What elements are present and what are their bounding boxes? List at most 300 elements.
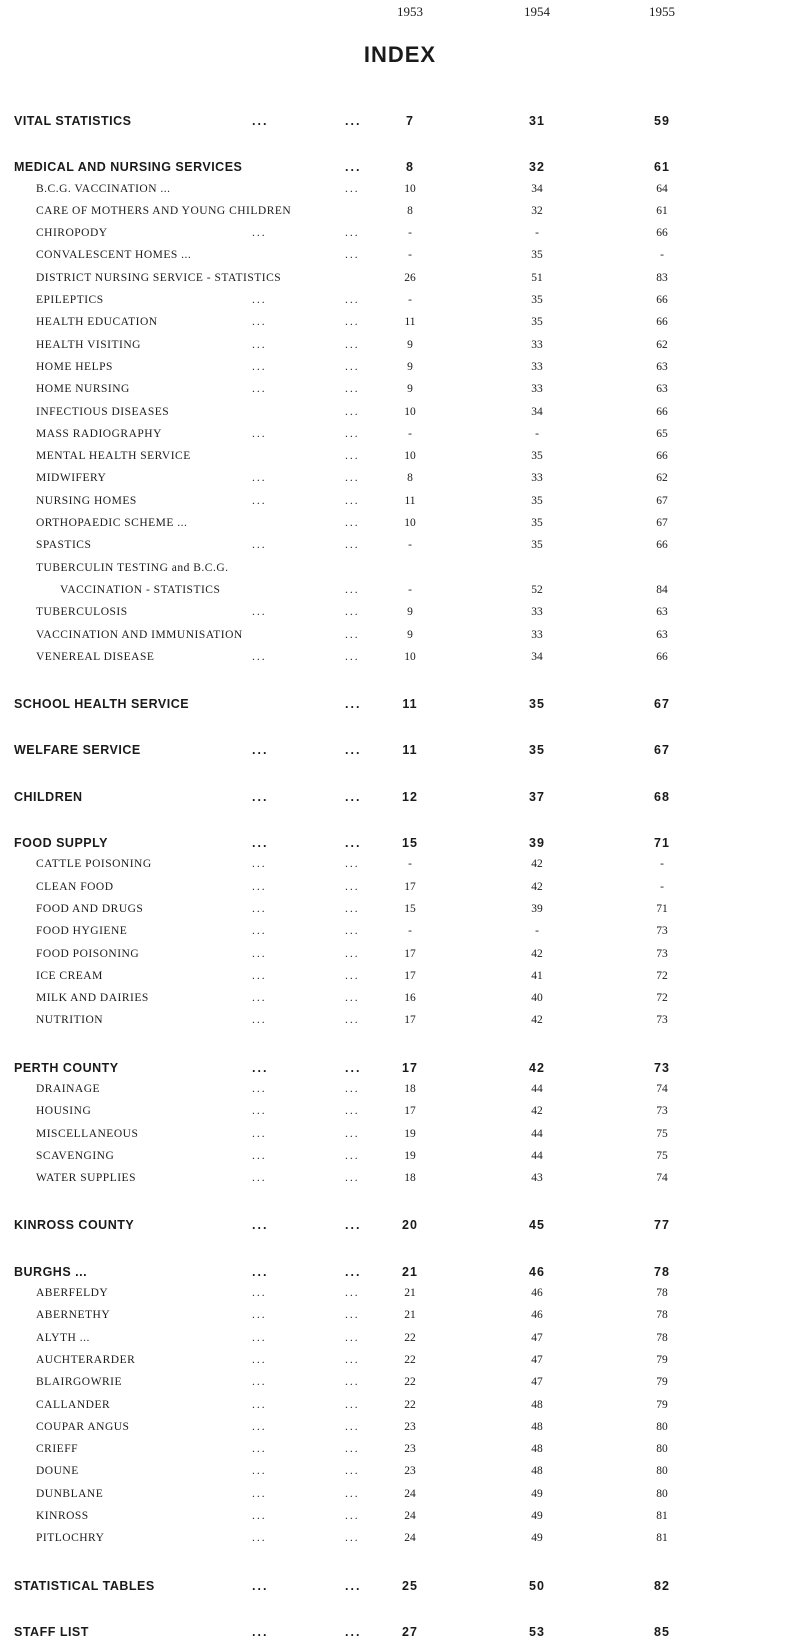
page-1953: 10 bbox=[404, 405, 416, 418]
index-entry-row bbox=[0, 854, 800, 876]
entry-label: ABERFELDY bbox=[36, 1287, 109, 1300]
leader-dots: ... bbox=[345, 1127, 360, 1140]
page-1955: 75 bbox=[656, 1149, 668, 1162]
page-1955: 80 bbox=[656, 1443, 668, 1456]
leader-dots: ... bbox=[252, 1398, 267, 1411]
leader-dots: ... bbox=[345, 1532, 360, 1545]
leader-dots: ... bbox=[252, 1218, 269, 1233]
entry-label: COUPAR ANGUS bbox=[36, 1420, 130, 1433]
page-1953: - bbox=[408, 227, 412, 240]
entry-label: FOOD AND DRUGS bbox=[36, 902, 144, 915]
entry-label: HOME NURSING bbox=[36, 383, 130, 396]
entry-label: INFECTIOUS DISEASES bbox=[36, 405, 170, 418]
leader-dots: ... bbox=[345, 880, 360, 893]
leader-dots: ... bbox=[252, 294, 267, 307]
page-1953: 18 bbox=[404, 1082, 416, 1095]
page-1954: 33 bbox=[531, 628, 543, 641]
page-1954: 47 bbox=[531, 1376, 543, 1389]
leader-dots: ... bbox=[252, 1014, 267, 1027]
index-entry-row bbox=[0, 580, 800, 602]
leader-dots: ... bbox=[252, 1127, 267, 1140]
page-1953: 22 bbox=[404, 1353, 416, 1366]
leader-dots: ... bbox=[345, 182, 360, 195]
index-entry-row bbox=[0, 1168, 800, 1190]
leader-dots: ... bbox=[345, 858, 360, 871]
entry-label: HOUSING bbox=[36, 1105, 92, 1118]
page-1953: 24 bbox=[404, 1487, 416, 1500]
entry-label: KINROSS bbox=[36, 1510, 89, 1523]
leader-dots: ... bbox=[252, 1287, 267, 1300]
page-1955: 66 bbox=[656, 405, 668, 418]
entry-label: ABERNETHY bbox=[36, 1309, 111, 1322]
entry-label: KINROSS COUNTY bbox=[14, 1218, 135, 1233]
leader-dots: ... bbox=[345, 316, 360, 329]
page-1955: 72 bbox=[656, 969, 668, 982]
page-1954: 52 bbox=[531, 583, 543, 596]
page-1955: - bbox=[660, 880, 664, 893]
page-1955: 63 bbox=[656, 606, 668, 619]
index-entry-row bbox=[0, 268, 800, 290]
row-spacer bbox=[0, 1033, 800, 1057]
entry-label: FOOD SUPPLY bbox=[14, 836, 108, 851]
page-1954: 35 bbox=[529, 697, 545, 712]
page-1955: 62 bbox=[656, 472, 668, 485]
index-entry-row bbox=[0, 1461, 800, 1483]
page-1954: 35 bbox=[531, 494, 543, 507]
page-1954: 44 bbox=[531, 1127, 543, 1140]
index-entry-row bbox=[0, 424, 800, 446]
row-spacer bbox=[0, 1597, 800, 1621]
leader-dots: ... bbox=[345, 114, 362, 128]
page-1954: 33 bbox=[531, 472, 543, 485]
index-entry-row bbox=[0, 944, 800, 966]
leader-dots: ... bbox=[252, 338, 267, 351]
page-1953: - bbox=[408, 583, 412, 596]
leader-dots: ... bbox=[345, 606, 360, 619]
leader-dots: ... bbox=[252, 539, 267, 552]
page-1954: - bbox=[535, 227, 539, 240]
page-1954: 48 bbox=[531, 1420, 543, 1433]
leader-dots: ... bbox=[252, 743, 269, 758]
leader-dots: ... bbox=[345, 294, 360, 307]
entry-label: SCAVENGING bbox=[36, 1149, 115, 1162]
leader-dots: ... bbox=[345, 1398, 360, 1411]
entry-label: EPILEPTICS bbox=[36, 294, 104, 307]
leader-dots: ... bbox=[252, 1149, 267, 1162]
page-1955: 74 bbox=[656, 1172, 668, 1185]
index-entry-row bbox=[0, 1395, 800, 1417]
page-1955: 83 bbox=[656, 271, 668, 284]
page-1955: - bbox=[660, 858, 664, 871]
index-table bbox=[0, 110, 800, 1643]
leader-dots: ... bbox=[252, 789, 269, 804]
leader-dots: ... bbox=[345, 697, 362, 712]
index-section-row bbox=[0, 1621, 800, 1643]
leader-dots: ... bbox=[345, 583, 360, 596]
page-1953: 19 bbox=[404, 1149, 416, 1162]
page-1953: 21 bbox=[404, 1309, 416, 1322]
page-1954: 34 bbox=[531, 650, 543, 663]
page-1954: 35 bbox=[531, 450, 543, 463]
page-1955: 63 bbox=[656, 360, 668, 373]
row-spacer bbox=[0, 808, 800, 832]
page-1953: 17 bbox=[402, 1060, 418, 1075]
index-section-row bbox=[0, 693, 800, 715]
leader-dots: ... bbox=[345, 160, 362, 175]
page-1955: 66 bbox=[656, 650, 668, 663]
page-1955: 78 bbox=[656, 1287, 668, 1300]
page-1955: 59 bbox=[654, 114, 670, 128]
leader-dots: ... bbox=[345, 1309, 360, 1322]
page-1954: 31 bbox=[529, 114, 545, 128]
page-1955: 67 bbox=[656, 517, 668, 530]
leader-dots: ... bbox=[252, 880, 267, 893]
index-entry-row bbox=[0, 558, 800, 580]
leader-dots: ... bbox=[345, 1487, 360, 1500]
page-1954: 35 bbox=[531, 249, 543, 262]
index-entry-row bbox=[0, 1439, 800, 1461]
index-entry-row bbox=[0, 1484, 800, 1506]
entry-label: WATER SUPPLIES bbox=[36, 1172, 136, 1185]
entry-label: CATTLE POISONING bbox=[36, 858, 152, 871]
entry-label: WELFARE SERVICE bbox=[14, 743, 141, 758]
page-1955: 61 bbox=[656, 204, 668, 217]
leader-dots: ... bbox=[345, 338, 360, 351]
index-entry-row bbox=[0, 988, 800, 1010]
page-1955: 66 bbox=[656, 316, 668, 329]
leader-dots: ... bbox=[252, 925, 267, 938]
entry-label: TUBERCULOSIS bbox=[36, 606, 128, 619]
page-1953: 7 bbox=[406, 114, 414, 128]
leader-dots: ... bbox=[345, 360, 360, 373]
page-1954: 42 bbox=[531, 947, 543, 960]
leader-dots: ... bbox=[345, 539, 360, 552]
leader-dots: ... bbox=[345, 227, 360, 240]
leader-dots: ... bbox=[252, 383, 267, 396]
leader-dots: ... bbox=[345, 1218, 362, 1233]
index-entry-row bbox=[0, 1010, 800, 1032]
page-1953: - bbox=[408, 925, 412, 938]
page-1954: 41 bbox=[531, 969, 543, 982]
index-entry-row bbox=[0, 899, 800, 921]
index-entry-row bbox=[0, 312, 800, 334]
leader-dots: ... bbox=[345, 472, 360, 485]
entry-label: VITAL STATISTICS bbox=[14, 114, 132, 128]
leader-dots: ... bbox=[252, 992, 267, 1005]
page-1953: 9 bbox=[407, 338, 413, 351]
page-1954: 46 bbox=[531, 1309, 543, 1322]
page-1953: 27 bbox=[402, 1624, 418, 1639]
page-1953: 15 bbox=[404, 902, 416, 915]
entry-label: B.C.G. VACCINATION ... bbox=[36, 182, 171, 195]
leader-dots: ... bbox=[252, 1420, 267, 1433]
page-1953: 23 bbox=[404, 1443, 416, 1456]
page-1953: 17 bbox=[404, 969, 416, 982]
page-1954: 32 bbox=[531, 204, 543, 217]
index-entry-row bbox=[0, 1101, 800, 1123]
page-1954: 34 bbox=[531, 405, 543, 418]
leader-dots: ... bbox=[252, 1465, 267, 1478]
leader-dots: ... bbox=[345, 1149, 360, 1162]
leader-dots: ... bbox=[252, 472, 267, 485]
page-1954: 47 bbox=[531, 1331, 543, 1344]
row-spacer bbox=[0, 762, 800, 786]
page-1953: 22 bbox=[404, 1331, 416, 1344]
page-1953: 15 bbox=[402, 836, 418, 851]
entry-label: CHIROPODY bbox=[36, 227, 108, 240]
page-1955: 67 bbox=[654, 743, 670, 758]
index-section-row bbox=[0, 1214, 800, 1236]
index-entry-row bbox=[0, 1372, 800, 1394]
index-entry-row bbox=[0, 1305, 800, 1327]
entry-label: NURSING HOMES bbox=[36, 494, 137, 507]
row-spacer bbox=[0, 1190, 800, 1214]
page-1954: 46 bbox=[531, 1287, 543, 1300]
entry-label: HEALTH VISITING bbox=[36, 338, 141, 351]
entry-label: CHILDREN bbox=[14, 789, 83, 804]
page-1953: - bbox=[408, 858, 412, 871]
leader-dots: ... bbox=[345, 1105, 360, 1118]
entry-label: MEDICAL AND NURSING SERVICES bbox=[14, 160, 243, 175]
entry-label: CONVALESCENT HOMES ... bbox=[36, 249, 192, 262]
index-entry-row bbox=[0, 1328, 800, 1350]
page-1953: 10 bbox=[404, 517, 416, 530]
page-1955: 82 bbox=[654, 1578, 670, 1593]
leader-dots: ... bbox=[345, 743, 362, 758]
leader-dots: ... bbox=[345, 1014, 360, 1027]
entry-label: PITLOCHRY bbox=[36, 1532, 105, 1545]
leader-dots: ... bbox=[345, 628, 360, 641]
page-1955: 66 bbox=[656, 450, 668, 463]
leader-dots: ... bbox=[252, 1353, 267, 1366]
entry-label: DISTRICT NURSING SERVICE - STATISTICS bbox=[36, 271, 282, 284]
page-1955: 66 bbox=[656, 539, 668, 552]
year-header-1953: 1953 bbox=[397, 4, 423, 19]
page-1953: 17 bbox=[404, 880, 416, 893]
leader-dots: ... bbox=[345, 1331, 360, 1344]
page-1954: 37 bbox=[529, 789, 545, 804]
index-entry-row bbox=[0, 1417, 800, 1439]
page-1955: 73 bbox=[656, 925, 668, 938]
index-entry-row bbox=[0, 201, 800, 223]
page-1955: 66 bbox=[656, 227, 668, 240]
page-1953: 21 bbox=[402, 1264, 418, 1279]
leader-dots: ... bbox=[252, 1082, 267, 1095]
index-entry-row bbox=[0, 468, 800, 490]
page-1953: 10 bbox=[404, 650, 416, 663]
page-1953: 21 bbox=[404, 1287, 416, 1300]
entry-label: VACCINATION - STATISTICS bbox=[60, 583, 221, 596]
page-1954: 43 bbox=[531, 1172, 543, 1185]
page-1955: 63 bbox=[656, 628, 668, 641]
leader-dots: ... bbox=[345, 249, 360, 262]
leader-dots: ... bbox=[345, 494, 360, 507]
leader-dots: ... bbox=[345, 517, 360, 530]
leader-dots: ... bbox=[345, 1510, 360, 1523]
leader-dots: ... bbox=[252, 1487, 267, 1500]
page-1954: - bbox=[535, 925, 539, 938]
entry-label: NUTRITION bbox=[36, 1014, 104, 1027]
page-1955: 73 bbox=[654, 1060, 670, 1075]
entry-label: BLAIRGOWRIE bbox=[36, 1376, 122, 1389]
page-1953: 17 bbox=[404, 947, 416, 960]
index-entry-row bbox=[0, 335, 800, 357]
entry-label: STATISTICAL TABLES bbox=[14, 1578, 155, 1593]
leader-dots: ... bbox=[252, 1376, 267, 1389]
page-1955: 84 bbox=[656, 583, 668, 596]
page-1955: 63 bbox=[656, 383, 668, 396]
index-entry-row bbox=[0, 1283, 800, 1305]
leader-dots: ... bbox=[345, 1376, 360, 1389]
leader-dots: ... bbox=[345, 1624, 362, 1639]
page-1954: 46 bbox=[529, 1264, 545, 1279]
leader-dots: ... bbox=[252, 1060, 269, 1075]
page-1953: - bbox=[408, 294, 412, 307]
page-1955: 71 bbox=[654, 836, 670, 851]
entry-label: ICE CREAM bbox=[36, 969, 103, 982]
entry-label: CLEAN FOOD bbox=[36, 880, 114, 893]
leader-dots: ... bbox=[345, 650, 360, 663]
page-1954: 42 bbox=[529, 1060, 545, 1075]
page-1954: 42 bbox=[531, 880, 543, 893]
entry-label: MILK AND DAIRIES bbox=[36, 992, 149, 1005]
leader-dots: ... bbox=[252, 1624, 269, 1639]
entry-label: CRIEFF bbox=[36, 1443, 78, 1456]
page-1954: 44 bbox=[531, 1149, 543, 1162]
index-entry-row bbox=[0, 535, 800, 557]
leader-dots: ... bbox=[252, 969, 267, 982]
page-1954: 45 bbox=[529, 1218, 545, 1233]
leader-dots: ... bbox=[252, 947, 267, 960]
entry-label: HEALTH EDUCATION bbox=[36, 316, 158, 329]
page-1953: 24 bbox=[404, 1510, 416, 1523]
leader-dots: ... bbox=[252, 902, 267, 915]
page-1955: 79 bbox=[656, 1376, 668, 1389]
leader-dots: ... bbox=[252, 316, 267, 329]
page-1953: 11 bbox=[404, 494, 416, 507]
page-1955: 73 bbox=[656, 1105, 668, 1118]
leader-dots: ... bbox=[345, 1287, 360, 1300]
leader-dots: ... bbox=[252, 858, 267, 871]
page-1953: 16 bbox=[404, 992, 416, 1005]
leader-dots: ... bbox=[252, 1105, 267, 1118]
row-spacer bbox=[0, 1237, 800, 1261]
page-1955: 80 bbox=[656, 1465, 668, 1478]
leader-dots: ... bbox=[345, 405, 360, 418]
page-1955: 78 bbox=[656, 1331, 668, 1344]
leader-dots: ... bbox=[345, 902, 360, 915]
page-1954: 53 bbox=[529, 1624, 545, 1639]
entry-label: MISCELLANEOUS bbox=[36, 1127, 139, 1140]
row-spacer bbox=[0, 132, 800, 156]
entry-label: FOOD POISONING bbox=[36, 947, 140, 960]
index-entry-row bbox=[0, 491, 800, 513]
leader-dots: ... bbox=[252, 360, 267, 373]
page-1954: 32 bbox=[529, 160, 545, 175]
page-1955: 65 bbox=[656, 427, 668, 440]
entry-label: SCHOOL HEALTH SERVICE bbox=[14, 697, 190, 712]
leader-dots: ... bbox=[345, 836, 362, 851]
page-1955: 79 bbox=[656, 1398, 668, 1411]
page-1953: 23 bbox=[404, 1465, 416, 1478]
index-entry-row bbox=[0, 223, 800, 245]
page-1953: 9 bbox=[407, 383, 413, 396]
index-entry-row bbox=[0, 245, 800, 267]
page-1954: 42 bbox=[531, 858, 543, 871]
index-entry-row bbox=[0, 379, 800, 401]
page-title: INDEX bbox=[363, 42, 437, 67]
leader-dots: ... bbox=[345, 1420, 360, 1433]
index-section-row bbox=[0, 1575, 800, 1597]
page-1955: 74 bbox=[656, 1082, 668, 1095]
leader-dots: ... bbox=[252, 1443, 267, 1456]
page-1954: 50 bbox=[529, 1578, 545, 1593]
page-1953: - bbox=[408, 249, 412, 262]
page-1953: - bbox=[408, 427, 412, 440]
entry-label: SPASTICS bbox=[36, 539, 92, 552]
page-1953: 22 bbox=[404, 1398, 416, 1411]
page-1953: 23 bbox=[404, 1420, 416, 1433]
page-1955: 61 bbox=[654, 160, 670, 175]
leader-dots: ... bbox=[252, 1532, 267, 1545]
page-1953: 11 bbox=[402, 697, 418, 712]
page-1953: 9 bbox=[407, 360, 413, 373]
page-1955: 72 bbox=[656, 992, 668, 1005]
page-1953: 18 bbox=[404, 1172, 416, 1185]
leader-dots: ... bbox=[252, 650, 267, 663]
year-header-1954: 1954 bbox=[524, 4, 550, 19]
row-spacer bbox=[0, 715, 800, 739]
entry-label: HOME HELPS bbox=[36, 360, 113, 373]
page-1955: 71 bbox=[656, 902, 668, 915]
leader-dots: ... bbox=[345, 1443, 360, 1456]
page-1953: 19 bbox=[404, 1127, 416, 1140]
leader-dots: ... bbox=[345, 992, 360, 1005]
page-1955: 81 bbox=[656, 1532, 668, 1545]
page-1955: 66 bbox=[656, 294, 668, 307]
index-entry-row bbox=[0, 1528, 800, 1550]
index-entry-row bbox=[0, 179, 800, 201]
index-entry-row bbox=[0, 966, 800, 988]
entry-label: DUNBLANE bbox=[36, 1487, 104, 1500]
page-1954: 48 bbox=[531, 1443, 543, 1456]
entry-label: DOUNE bbox=[36, 1465, 79, 1478]
page-1955: 78 bbox=[656, 1309, 668, 1322]
page-1953: 22 bbox=[404, 1376, 416, 1389]
index-section-row bbox=[0, 1261, 800, 1283]
leader-dots: ... bbox=[252, 606, 267, 619]
leader-dots: ... bbox=[345, 427, 360, 440]
page-1955: 85 bbox=[654, 1624, 670, 1639]
leader-dots: ... bbox=[345, 789, 362, 804]
page-1953: 11 bbox=[404, 316, 416, 329]
page-1954: 47 bbox=[531, 1353, 543, 1366]
page-1955: 67 bbox=[656, 494, 668, 507]
page-1953: 25 bbox=[402, 1578, 418, 1593]
index-section-row bbox=[0, 156, 800, 178]
leader-dots: ... bbox=[345, 1060, 362, 1075]
page-1953: 9 bbox=[407, 606, 413, 619]
page-1954: 39 bbox=[529, 836, 545, 851]
page-1953: 26 bbox=[404, 271, 416, 284]
page-1954: 35 bbox=[531, 294, 543, 307]
index-entry-row bbox=[0, 877, 800, 899]
page-1953: 20 bbox=[402, 1218, 418, 1233]
leader-dots: ... bbox=[345, 450, 360, 463]
leader-dots: ... bbox=[252, 1331, 267, 1344]
page-1954: 48 bbox=[531, 1465, 543, 1478]
page-1953: 10 bbox=[404, 450, 416, 463]
